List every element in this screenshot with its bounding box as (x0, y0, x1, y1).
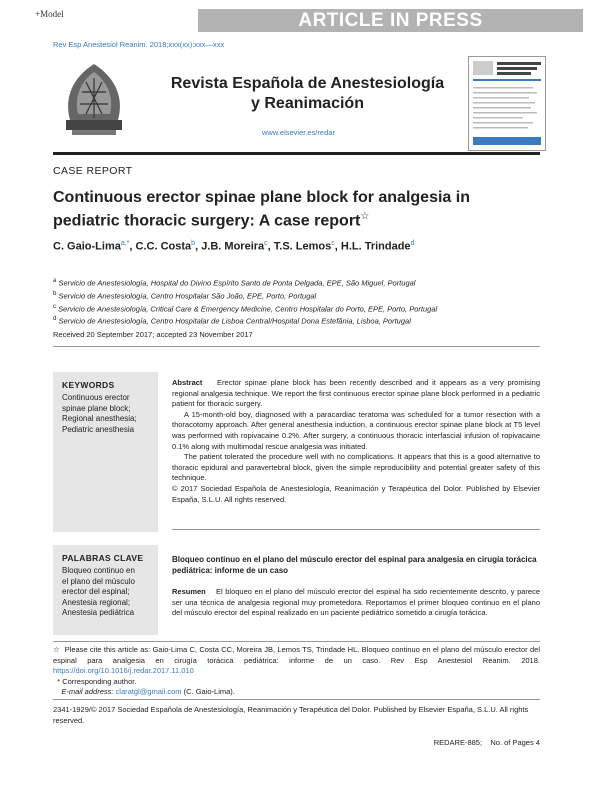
spanish-abstract (172, 587, 540, 619)
footnote-star-mark: ☆ (53, 645, 60, 654)
publisher-logo (52, 58, 137, 143)
keyword-line: Pediatric anesthesia (62, 424, 135, 434)
author-name: C.C. Costa (135, 240, 192, 253)
email-owner: (C. Gaio-Lima). (183, 687, 235, 697)
affiliation-text: Servicio de Anestesiología, Centro Hospitalar São João, EPE, Porto, Portugal (58, 291, 317, 301)
journal-title-line1: Revista Española de Anestesiología (170, 75, 445, 92)
keyword-line: Anestesia pediátrica (62, 608, 135, 618)
keyword-line: el plano del músculo (62, 576, 135, 586)
affiliation-text: Servicio de Anestesiología, Centro Hospitalar de Lisboa Central/Hospital Dona Estefânia, Lisboa, Portugal (58, 316, 411, 326)
doi-link[interactable]: https://doi.org/10.1016/j.redar.2017.11.010 (53, 666, 194, 676)
author-name: T.S. Lemos (273, 240, 332, 253)
title-footnote-mark[interactable]: ☆ (360, 211, 370, 222)
journal-url-link[interactable]: www.elsevier.es/redar (262, 128, 335, 137)
affiliation-key: a (53, 278, 57, 284)
affiliation-item (53, 289, 540, 302)
author-affiliation-mark[interactable]: c (264, 240, 268, 247)
footnotes (53, 645, 540, 698)
article-title (53, 188, 540, 230)
article-title-text: Continuous erector spinae plane block for analgesia in pediatric thoracic surgery: A case report (53, 189, 470, 230)
journal-citation: Rev Esp Anestesiol Reanim. 2018;xxx(xx):xxx—xxx (53, 40, 225, 49)
journal-title (165, 74, 450, 114)
keyword-line: erector del espinal; (62, 587, 130, 597)
author-affiliation-mark[interactable]: a,* (120, 240, 130, 247)
corresponding-mark: * (57, 676, 61, 686)
copyright-rule (53, 699, 540, 700)
abstract-label: Abstract (172, 378, 203, 387)
keyword-line: Continuous erector (62, 393, 130, 402)
author-list: C. Gaio-Lima$^{a,*}$, C.C. Costa$^b$, J.B. Moreira$^c$, T.S. Lemos$^c$, H.L. Trindade$^d$ (53, 240, 415, 253)
affiliation-item (53, 276, 540, 289)
author-name: J.B. Moreira (201, 240, 265, 253)
keyword-line: Regional anesthesia; (62, 414, 137, 424)
abstract-rule (172, 529, 540, 530)
resumen-label: Resumen (172, 587, 206, 596)
article-type: CASE REPORT (53, 165, 133, 177)
article-in-press-banner: ARTICLE IN PRESS (198, 9, 583, 32)
spanish-title: Bloqueo continuo en el plano del músculo erector del espinal para analgesia en cirugía torácica pediátrica: informe de un caso (172, 555, 537, 575)
abstract-copyright: © 2017 Sociedad Española de Anestesiología, Reanimación y Terapéutica del Dolor. Published by Elsevier España, S.L.U. All rights reserved. (172, 483, 540, 504)
copyright-notice: 2341-1929/© 2017 Sociedad Española de Anestesiología, Reanimación y Terapéutica del Dolor. Published by Elsevier España, S.L.U. All rights reserved. (53, 705, 529, 725)
english-abstract (172, 378, 540, 505)
abstract-paragraph: A 15-month-old boy, diagnosed with a paracardiac teratoma was scheduled for a tumor resection with a thoracotomy approach. After general anesthesia induction, a continuous erector spinae plane block at T5 level was performed with ropivacaine 0.2%. After surgery, a continuous thoracic interfascial infusion of ropivacaine 0.1% along with multimodal rescue analgesia was initiated. (172, 409, 540, 451)
author-affiliation-mark[interactable]: d (410, 240, 415, 247)
resumen-text: El bloqueo en el plano del músculo erector del espinal ha sido recientemente descrito, y parece ser una técnica de analgesia regional muy prometedora. Reportamos el primer bloqueo continuo en el plano del músculo erector del espinal realizado en un paciente pediátrico sometido a cirugía torácica. (172, 587, 541, 618)
author-name: C. Gaio-Lima (53, 240, 121, 253)
abstract-paragraph: Erector spinae plane block has been recently described and it appears as a very promising regional analgesia technique. We report the first continuous erector spinae plane block performed in a pediatric patient for thoracic surgery. (172, 378, 540, 409)
abstract-paragraph: The patient tolerated the procedure well with no complications. It appears that this is a good alternative to thoracic epidural and paravertebral block, given the simple reproducibility and potential greater safety of this technique. (172, 452, 540, 483)
journal-cover-image (468, 56, 546, 151)
affiliation-item (53, 314, 540, 327)
affiliation-key: b (53, 290, 57, 297)
affiliation-text: Servicio de Anestesiología, Critical Care & Emergency Medicine, Centro Hospitalar do Porto, EPE, Porto, Portugal (58, 304, 438, 314)
affiliation-key: d (53, 316, 57, 323)
journal-title-line2: y Reanimación (251, 95, 364, 112)
affiliation-list (53, 276, 540, 327)
author-affiliation-mark[interactable]: c (331, 240, 335, 247)
keyword-line: Bloqueo continuo en (62, 566, 135, 575)
header-rule (53, 152, 540, 155)
palabras-clave-box (53, 545, 158, 635)
received-dates: Received 20 September 2017; accepted 23 November 2017 (53, 330, 253, 339)
author-name: H.L. Trindade (340, 240, 411, 253)
footnote-rule (53, 641, 540, 642)
palabras-clave-heading: PALABRAS CLAVE (62, 553, 144, 563)
model-tag: +Model (35, 9, 64, 19)
author-affiliation-mark[interactable]: b (191, 240, 196, 247)
keywords-heading: KEYWORDS (62, 380, 115, 390)
section-rule (53, 346, 540, 347)
keyword-line: spinae plane block; (62, 403, 131, 413)
citation-note: Please cite this article as: Gaio-Lima C, Costa CC, Moreira JB, Lemos TS, Trindade HL. Bloqueo continuo en el plano del músculo erector del espinal para analgesia en cirugía torácica pediátrica: informe de un caso. Rev Esp Anestesiol Reanim. 2018. (53, 645, 540, 665)
email-link[interactable]: claratgl@gmail.com (115, 687, 182, 697)
affiliation-item (53, 302, 540, 315)
affiliation-text: Servicio de Anestesiología, Hospital do Divino Espírito Santo de Ponta Delgada, EPE, São Miguel, Portugal (58, 278, 416, 288)
keyword-line: Anestesia regional; (62, 597, 131, 607)
corresponding-author-note: Corresponding author. (62, 676, 137, 686)
email-label: E-mail address: (61, 687, 114, 697)
affiliation-key: c (53, 303, 56, 310)
page-reference: REDARE-885; No. of Pages 4 (433, 738, 540, 747)
keywords-box (53, 372, 158, 532)
